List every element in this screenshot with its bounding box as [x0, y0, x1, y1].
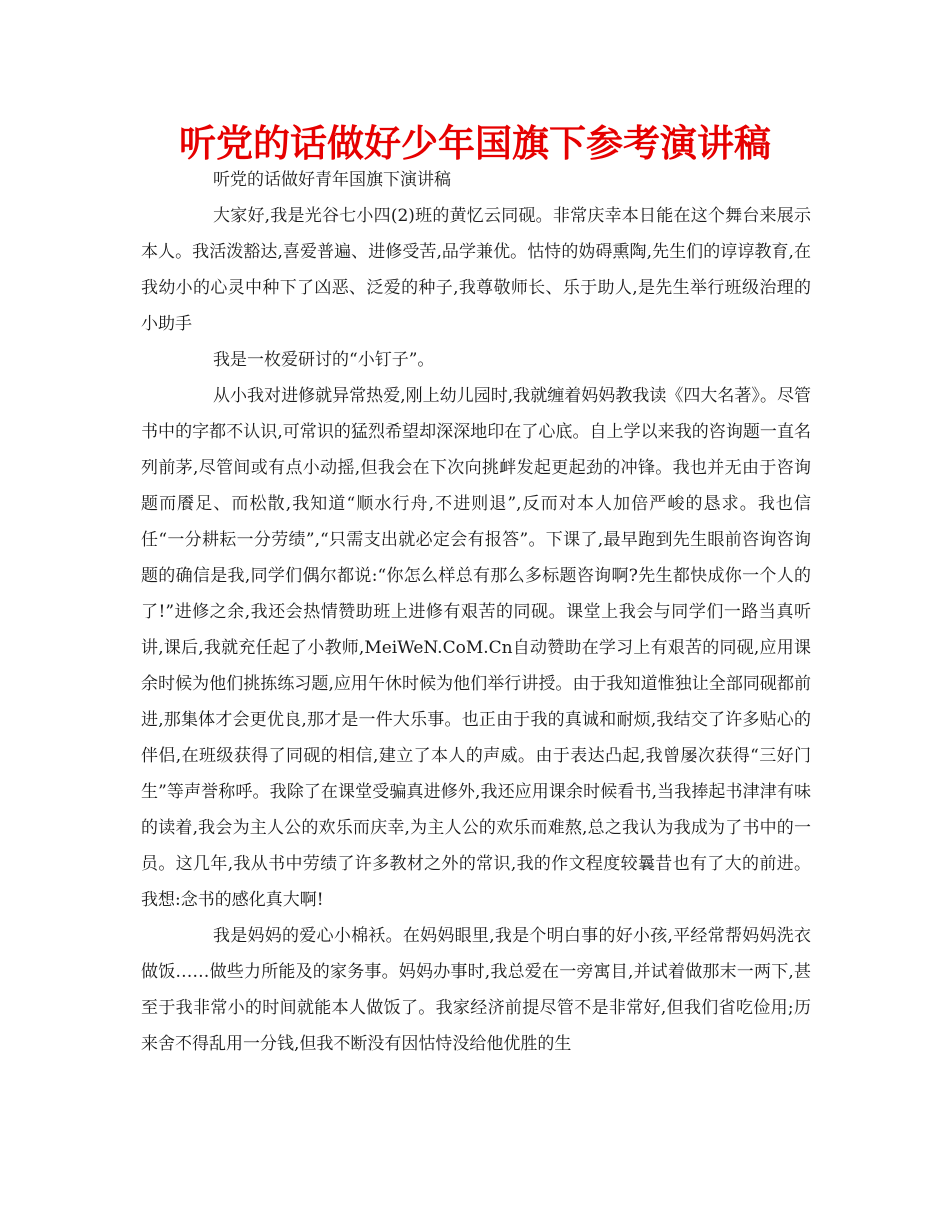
body-paragraph: 我是一枚爱研讨的“小钉子”。	[213, 350, 435, 370]
document-title: 听党的话做好少年国旗下参考演讲稿	[179, 122, 771, 165]
document-body	[141, 162, 811, 1062]
body-paragraph: 大家好,我是光谷七小四(2)班的黄忆云同砚。非常庆幸本日能在这个舞台来展示本人。我活泼豁达,喜爱普遍、进修受苦,品学兼优。怙恃的妫碍熏陶,先生们的谆谆教育,在我幼小的心灵中种下了凶恶、泛爱的种子,我尊敬师长、乐于助人,是先生举行班级治理的小助手	[141, 206, 811, 334]
subtitle-paragraph: 听党的话做好青年国旗下演讲稿	[213, 170, 451, 190]
body-paragraph: 我是妈妈的爱心小棉袄。在妈妈眼里,我是个明白事的好小孩,平经常帮妈妈洗衣做饭……做些力所能及的家务事。妈妈办事时,我总爱在一旁寓目,并试着做那末一两下,甚至于我非常小的时间就能本人做饭了。我家经济前提尽管不是非常好,但我们省吃俭用;历来舍不得乱用一分钱,但我不断没有因怙恃没给他优胜的生	[141, 926, 811, 1054]
body-paragraph: 从小我对进修就异常热爱,刚上幼儿园时,我就缠着妈妈教我读《四大名著》。尽管书中的字都不认识,可常识的猛烈希望却深深地印在了心底。自上学以来我的咨询题一直名列前茅,尽管间或有点小动摇,但我会在下次向挑衅发起更起劲的冲锋。我也并无由于咨询题而餍足、而松散,我知道“顺水行舟,不进则退”,反而对本人加倍严峻的恳求。我也信任“一分耕耘一分劳绩”,“只需支出就必定会有报答”。下课了,最早跑到先生眼前咨询咨询题的确信是我,同学们偶尔都说:“你怎么样总有那么多标题咨询啊?先生都快成你一个人的了!”进修之余,我还会热情赞助班上进修有艰苦的同砚。课堂上我会与同学们一路当真听讲,课后,我就充任起了小教师,MeiWeN.CoM.Cn自动赞助在学习上有艰苦的同砚,应用课余时候为他们挑拣练习题,应用午休时候为他们举行讲授。由于我知道惟独让全部同砚都前进,那集体才会更优良,那才是一件大乐事。也正由于我的真诚和耐烦,我结交了许多贴心的伴侣,在班级获得了同砚的相信,建立了本人的声威。由于表达凸起,我曾屡次获得“三好门生”等声誉称呼。我除了在课堂受骗真进修外,我还应用课余时候看书,当我捧起书津津有味的读着,我会为主人公的欢乐而庆幸,为主人公的欢乐而难熬,总之我认为我成为了书中的一员。这几年,我从书中劳绩了许多教材之外的常识,我的作文程度较曩昔也有了大的前进。我想:念书的感化真大啊!	[141, 386, 811, 910]
